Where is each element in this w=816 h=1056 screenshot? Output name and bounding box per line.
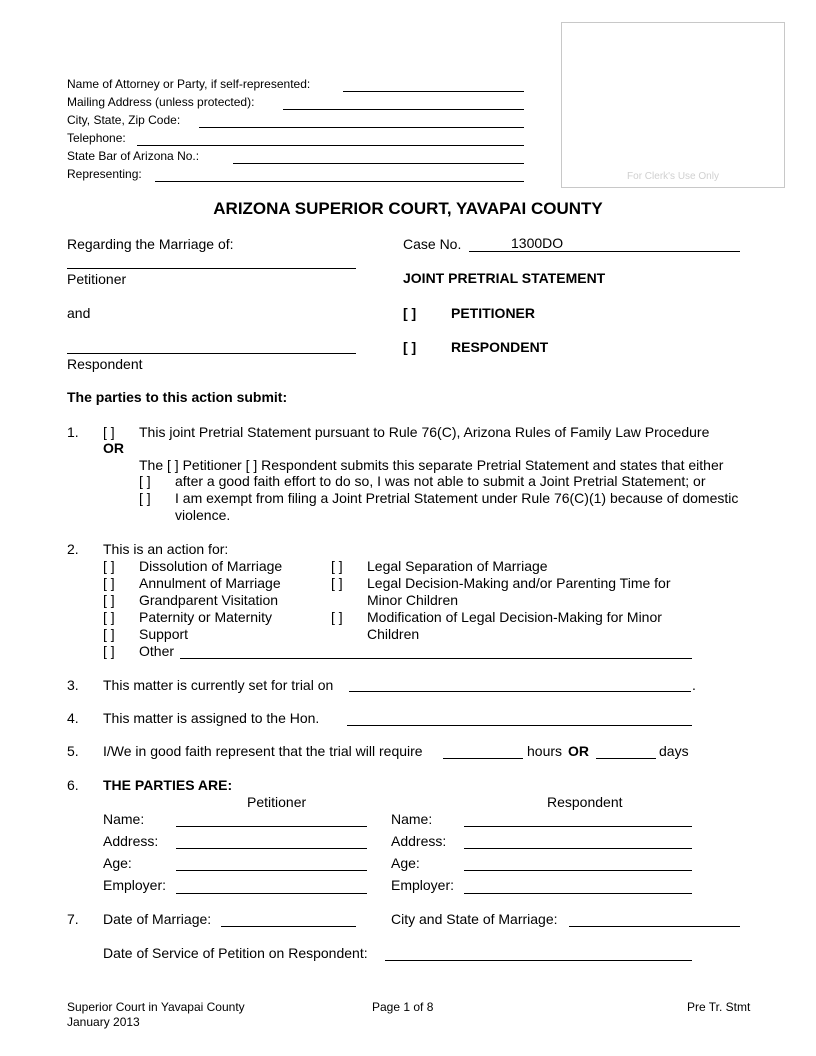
legal-separation-label: Legal Separation of Marriage [367, 558, 548, 574]
case-number-value: 1300DO [511, 235, 564, 251]
item-4-number: 4. [67, 710, 79, 726]
modification-label: Modification of Legal Decision-Making for Minor [367, 609, 662, 625]
respondent-name-label: Name: [391, 811, 433, 827]
or-label: OR [103, 440, 124, 456]
respondent-option-label: RESPONDENT [451, 339, 549, 355]
parties-heading: THE PARTIES ARE: [103, 777, 233, 793]
petitioner-checkbox[interactable]: [ ] [403, 305, 417, 321]
dissolution-label: Dissolution of Marriage [139, 558, 283, 574]
petitioner-name-field[interactable] [67, 268, 356, 269]
city-state-zip-field[interactable] [199, 127, 524, 128]
grandparent-checkbox[interactable]: [ ] [103, 592, 115, 608]
respondent-party-name-field[interactable] [464, 826, 692, 827]
paternity-checkbox[interactable]: [ ] [103, 609, 115, 625]
hours-or-label: OR [568, 743, 589, 759]
date-of-service-field[interactable] [385, 960, 692, 961]
state-bar-field[interactable] [233, 163, 524, 164]
hours-label: hours [527, 743, 563, 759]
court-title: ARIZONA SUPERIOR COURT, YAVAPAI COUNTY [213, 199, 603, 218]
respondent-age-label: Age: [391, 855, 420, 871]
telephone-field[interactable] [137, 145, 524, 146]
city-state-marriage-field[interactable] [569, 926, 740, 927]
date-of-marriage-field[interactable] [221, 926, 356, 927]
item-7-number: 7. [67, 911, 79, 927]
petitioner-age-label: Age: [103, 855, 132, 871]
state-bar-label: State Bar of Arizona No.: [67, 149, 200, 163]
trial-date-field[interactable] [349, 691, 691, 692]
trial-date-label: This matter is currently set for trial on [103, 677, 334, 693]
petitioner-name-label: Name: [103, 811, 145, 827]
respondent-address-field[interactable] [464, 848, 692, 849]
respondent-column-heading: Respondent [547, 794, 623, 810]
case-number-field[interactable] [469, 251, 740, 252]
joint-statement-checkbox[interactable]: [ ] [103, 424, 115, 440]
separate-statement-text: The [ ] Petitioner [ ] Respondent submits this separate Pretrial Statement and states that either [139, 457, 724, 473]
other-label: Other [139, 643, 175, 659]
petitioner-employer-field[interactable] [176, 893, 367, 894]
mailing-address-field[interactable] [283, 109, 524, 110]
petitioner-label: Petitioner [67, 271, 127, 287]
dissolution-checkbox[interactable]: [ ] [103, 558, 115, 574]
other-checkbox[interactable]: [ ] [103, 643, 115, 659]
petitioner-party-name-field[interactable] [176, 826, 367, 827]
days-label: days [659, 743, 689, 759]
hours-field[interactable] [443, 758, 523, 759]
good-faith-text: after a good faith effort to do so, I was not able to submit a Joint Pretrial Statement; or [175, 473, 706, 489]
exempt-checkbox[interactable]: [ ] [139, 490, 151, 506]
item-1-number: 1. [67, 424, 79, 440]
respondent-address-label: Address: [391, 833, 447, 849]
modification-label-cont: Children [367, 626, 420, 642]
joint-statement-text: This joint Pretrial Statement pursuant to Rule 76(C), Arizona Rules of Family Law Procedure [139, 424, 710, 440]
action-for-heading: This is an action for: [103, 541, 229, 557]
item-2-number: 2. [67, 541, 79, 557]
and-label: and [67, 305, 91, 321]
petitioner-address-label: Address: [103, 833, 159, 849]
petitioner-option-label: PETITIONER [451, 305, 536, 321]
exempt-text-cont: violence. [175, 507, 231, 523]
item-3-number: 3. [67, 677, 79, 693]
trial-date-period: . [692, 677, 696, 693]
attorney-name-label: Name of Attorney or Party, if self-represented: [67, 77, 311, 91]
intro-heading: The parties to this action submit: [67, 389, 288, 405]
judge-label: This matter is assigned to the Hon. [103, 710, 320, 726]
date-of-service-label: Date of Service of Petition on Respondent: [103, 945, 368, 961]
respondent-checkbox[interactable]: [ ] [403, 339, 417, 355]
annulment-label: Annulment of Marriage [139, 575, 281, 591]
clerk-use-label: For Clerk's Use Only [627, 171, 719, 182]
days-field[interactable] [596, 758, 656, 759]
respondent-employer-label: Employer: [391, 877, 455, 893]
parenting-time-checkbox[interactable]: [ ] [331, 575, 343, 591]
good-faith-checkbox[interactable]: [ ] [139, 473, 151, 489]
annulment-checkbox[interactable]: [ ] [103, 575, 115, 591]
representing-field[interactable] [155, 181, 524, 182]
respondent-name-field[interactable] [67, 353, 356, 354]
petitioner-employer-label: Employer: [103, 877, 167, 893]
city-state-marriage-label: City and State of Marriage: [391, 911, 558, 927]
grandparent-label: Grandparent Visitation [139, 592, 279, 608]
item-5-number: 5. [67, 743, 79, 759]
attorney-name-field[interactable] [343, 91, 524, 92]
modification-checkbox[interactable]: [ ] [331, 609, 343, 625]
other-field[interactable] [180, 658, 692, 659]
exempt-text: I am exempt from filing a Joint Pretrial Statement under Rule 76(C)(1) because of domestic [175, 490, 739, 506]
case-number-label: Case No. [403, 236, 462, 252]
footer-form-code: Pre Tr. Stmt [687, 1000, 751, 1014]
clerk-use-box [561, 22, 785, 188]
legal-separation-checkbox[interactable]: [ ] [331, 558, 343, 574]
item-6-number: 6. [67, 777, 79, 793]
regarding-label: Regarding the Marriage of: [67, 236, 234, 252]
document-title: JOINT PRETRIAL STATEMENT [403, 270, 606, 286]
parenting-time-label: Legal Decision-Making and/or Parenting Time for [367, 575, 671, 591]
footer-page-number: Page 1 of 8 [372, 1000, 434, 1014]
telephone-label: Telephone: [67, 131, 126, 145]
trial-length-label: I/We in good faith represent that the trial will require [103, 743, 423, 759]
parenting-time-label-cont: Minor Children [367, 592, 459, 608]
footer-court: Superior Court in Yavapai County [67, 1000, 245, 1014]
respondent-age-field[interactable] [464, 870, 692, 871]
petitioner-age-field[interactable] [176, 870, 367, 871]
judge-field[interactable] [347, 725, 692, 726]
petitioner-column-heading: Petitioner [247, 794, 307, 810]
paternity-label: Paternity or Maternity [139, 609, 273, 625]
petitioner-address-field[interactable] [176, 848, 367, 849]
representing-label: Representing: [67, 167, 142, 181]
support-checkbox[interactable]: [ ] [103, 626, 115, 642]
city-state-zip-label: City, State, Zip Code: [67, 113, 181, 127]
support-label: Support [139, 626, 189, 642]
date-of-marriage-label: Date of Marriage: [103, 911, 212, 927]
respondent-label: Respondent [67, 356, 143, 372]
mailing-address-label: Mailing Address (unless protected): [67, 95, 255, 109]
respondent-employer-field[interactable] [464, 893, 692, 894]
footer-date: January 2013 [67, 1015, 140, 1029]
